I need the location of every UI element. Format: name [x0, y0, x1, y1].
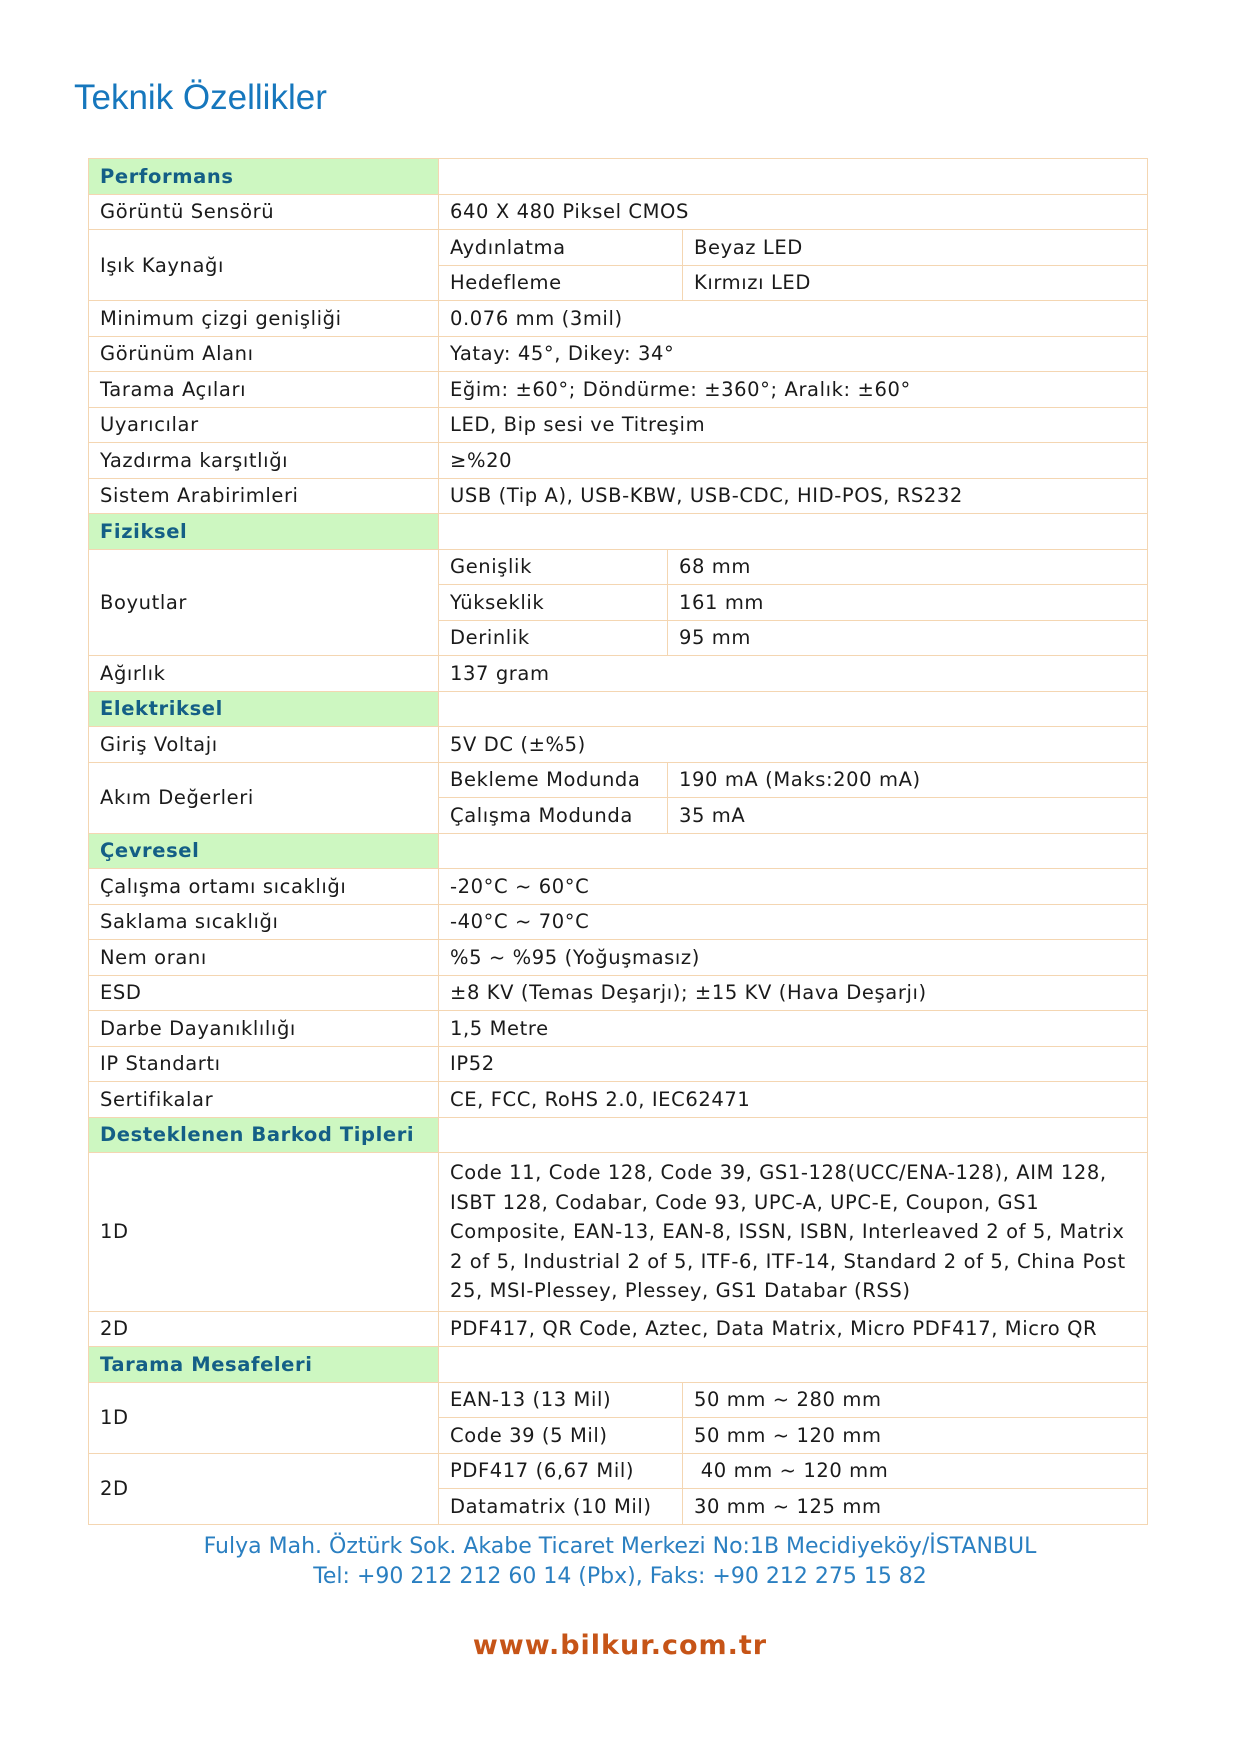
- spec-row: [89, 656, 1148, 692]
- section-header-blank: [439, 159, 1148, 195]
- section-header-elektriksel: Elektriksel: [89, 691, 439, 727]
- section-row-performans: [89, 159, 1148, 195]
- spec-row: [89, 1453, 1148, 1489]
- spec-label: Görünüm Alanı: [89, 336, 439, 372]
- spec-label: Yazdırma karşıtlığı: [89, 443, 439, 479]
- spec-value: Eğim: ±60°; Döndürme: ±360°; Aralık: ±60°: [439, 372, 1148, 408]
- spec-value: 50 mm ~ 120 mm: [683, 1418, 1148, 1454]
- spec-row: [89, 869, 1148, 905]
- spec-row: [89, 301, 1148, 337]
- spec-row: [89, 478, 1148, 514]
- spec-row: [89, 1011, 1148, 1047]
- spec-label: Darbe Dayanıklılığı: [89, 1011, 439, 1047]
- spec-value: 161 mm: [668, 585, 1148, 621]
- section-header-blank: [439, 1347, 1148, 1383]
- spec-sublabel: Genişlik: [439, 549, 668, 585]
- spec-sublabel: Aydınlatma: [439, 230, 683, 266]
- spec-value: %5 ~ %95 (Yoğuşmasız): [439, 940, 1148, 976]
- spec-value: 190 mA (Maks:200 mA): [668, 762, 1148, 798]
- spec-row: [89, 549, 1148, 585]
- section-row-elektriksel: [89, 691, 1148, 727]
- spec-label: IP Standartı: [89, 1046, 439, 1082]
- spec-value: IP52: [439, 1046, 1148, 1082]
- section-header-distances: Tarama Mesafeleri: [89, 1347, 439, 1383]
- spec-row: [89, 904, 1148, 940]
- spec-row: [89, 762, 1148, 798]
- spec-value: CE, FCC, RoHS 2.0, IEC62471: [439, 1082, 1148, 1118]
- spec-row: [89, 372, 1148, 408]
- spec-value: 68 mm: [668, 549, 1148, 585]
- spec-value: ≥%20: [439, 443, 1148, 479]
- spec-value: Yatay: 45°, Dikey: 34°: [439, 336, 1148, 372]
- spec-sublabel: Yükseklik: [439, 585, 668, 621]
- spec-label: Çalışma ortamı sıcaklığı: [89, 869, 439, 905]
- spec-label: Ağırlık: [89, 656, 439, 692]
- spec-value: LED, Bip sesi ve Titreşim: [439, 407, 1148, 443]
- spec-row: [89, 975, 1148, 1011]
- spec-label: 1D: [89, 1153, 439, 1312]
- section-row-fiziksel: [89, 514, 1148, 550]
- spec-row: [89, 443, 1148, 479]
- spec-value: -20°C ~ 60°C: [439, 869, 1148, 905]
- spec-value: 95 mm: [668, 620, 1148, 656]
- section-header-barcodes: Desteklenen Barkod Tipleri: [89, 1117, 439, 1153]
- spec-row: [89, 940, 1148, 976]
- spec-value: ±8 KV (Temas Deşarjı); ±15 KV (Hava Deşarjı): [439, 975, 1148, 1011]
- spec-label: 2D: [89, 1453, 439, 1524]
- spec-value: 5V DC (±%5): [439, 727, 1148, 763]
- spec-row: [89, 1382, 1148, 1418]
- footer-phone: Tel: +90 212 212 60 14 (Pbx), Faks: +90 212 275 15 82: [313, 1564, 927, 1589]
- spec-label: Sertifikalar: [89, 1082, 439, 1118]
- footer-address: Fulya Mah. Öztürk Sok. Akabe Ticaret Merkezi No:1B Mecidiyeköy/İSTANBUL: [203, 1534, 1037, 1559]
- section-header-blank: [439, 833, 1148, 869]
- spec-value: 137 gram: [439, 656, 1148, 692]
- spec-value: Kırmızı LED: [683, 265, 1148, 301]
- spec-table: [88, 158, 1148, 1525]
- spec-sublabel: EAN-13 (13 Mil): [439, 1382, 683, 1418]
- spec-label: Minimum çizgi genişliği: [89, 301, 439, 337]
- website-link[interactable]: www.bilkur.com.tr: [472, 1630, 768, 1661]
- spec-row: [89, 1082, 1148, 1118]
- spec-label: Tarama Açıları: [89, 372, 439, 408]
- spec-label: Akım Değerleri: [89, 762, 439, 833]
- spec-value: 0.076 mm (3mil): [439, 301, 1148, 337]
- spec-label: Boyutlar: [89, 549, 439, 656]
- section-header-cevresel: Çevresel: [89, 833, 439, 869]
- spec-sublabel: Hedefleme: [439, 265, 683, 301]
- section-header-blank: [439, 1117, 1148, 1153]
- spec-label: Sistem Arabirimleri: [89, 478, 439, 514]
- spec-row: [89, 1311, 1148, 1347]
- spec-value: Code 11, Code 128, Code 39, GS1-128(UCC/ENA-128), AIM 128, ISBT 128, Codabar, Code 93, UPC-A, UPC-E, Coupon, GS1 Composite, EAN-13, EAN-8, ISSN, ISBN, Interleaved 2 of 5, Matrix 2 of 5, Industrial 2 of 5, ITF-6, ITF-14, Standard 2 of 5, China Post 25, MSI-Plessey, Plessey, GS1 Databar (RSS): [439, 1153, 1148, 1312]
- spec-row: [89, 194, 1148, 230]
- spec-row: [89, 727, 1148, 763]
- spec-label: 2D: [89, 1311, 439, 1347]
- spec-label: ESD: [89, 975, 439, 1011]
- page-title: Teknik Özellikler: [74, 78, 327, 117]
- spec-value: 30 mm ~ 125 mm: [683, 1489, 1148, 1525]
- spec-label: Saklama sıcaklığı: [89, 904, 439, 940]
- spec-label: Nem oranı: [89, 940, 439, 976]
- section-header-fiziksel: Fiziksel: [89, 514, 439, 550]
- spec-label: Işık Kaynağı: [89, 230, 439, 301]
- section-header-blank: [439, 514, 1148, 550]
- spec-value: 35 mA: [668, 798, 1148, 834]
- section-header-blank: [439, 691, 1148, 727]
- section-row-distances: [89, 1347, 1148, 1383]
- spec-sublabel: PDF417 (6,67 Mil): [439, 1453, 683, 1489]
- section-row-cevresel: [89, 833, 1148, 869]
- spec-row: [89, 1153, 1148, 1312]
- spec-label: Görüntü Sensörü: [89, 194, 439, 230]
- spec-label: Giriş Voltajı: [89, 727, 439, 763]
- section-header-performans: Performans: [89, 159, 439, 195]
- spec-sublabel: Çalışma Modunda: [439, 798, 668, 834]
- spec-label: Uyarıcılar: [89, 407, 439, 443]
- spec-sublabel: Derinlik: [439, 620, 668, 656]
- spec-value: 640 X 480 Piksel CMOS: [439, 194, 1148, 230]
- spec-value: 1,5 Metre: [439, 1011, 1148, 1047]
- spec-row: [89, 230, 1148, 266]
- section-row-barcodes: [89, 1117, 1148, 1153]
- spec-value: PDF417, QR Code, Aztec, Data Matrix, Micro PDF417, Micro QR: [439, 1311, 1148, 1347]
- spec-value: Beyaz LED: [683, 230, 1148, 266]
- spec-value: 50 mm ~ 280 mm: [683, 1382, 1148, 1418]
- spec-value: -40°C ~ 70°C: [439, 904, 1148, 940]
- spec-sublabel: Bekleme Modunda: [439, 762, 668, 798]
- spec-value: USB (Tip A), USB-KBW, USB-CDC, HID-POS, RS232: [439, 478, 1148, 514]
- spec-row: [89, 1046, 1148, 1082]
- spec-value: 40 mm ~ 120 mm: [683, 1453, 1148, 1489]
- spec-sublabel: Datamatrix (10 Mil): [439, 1489, 683, 1525]
- spec-sublabel: Code 39 (5 Mil): [439, 1418, 683, 1454]
- spec-row: [89, 336, 1148, 372]
- spec-row: [89, 407, 1148, 443]
- spec-label: 1D: [89, 1382, 439, 1453]
